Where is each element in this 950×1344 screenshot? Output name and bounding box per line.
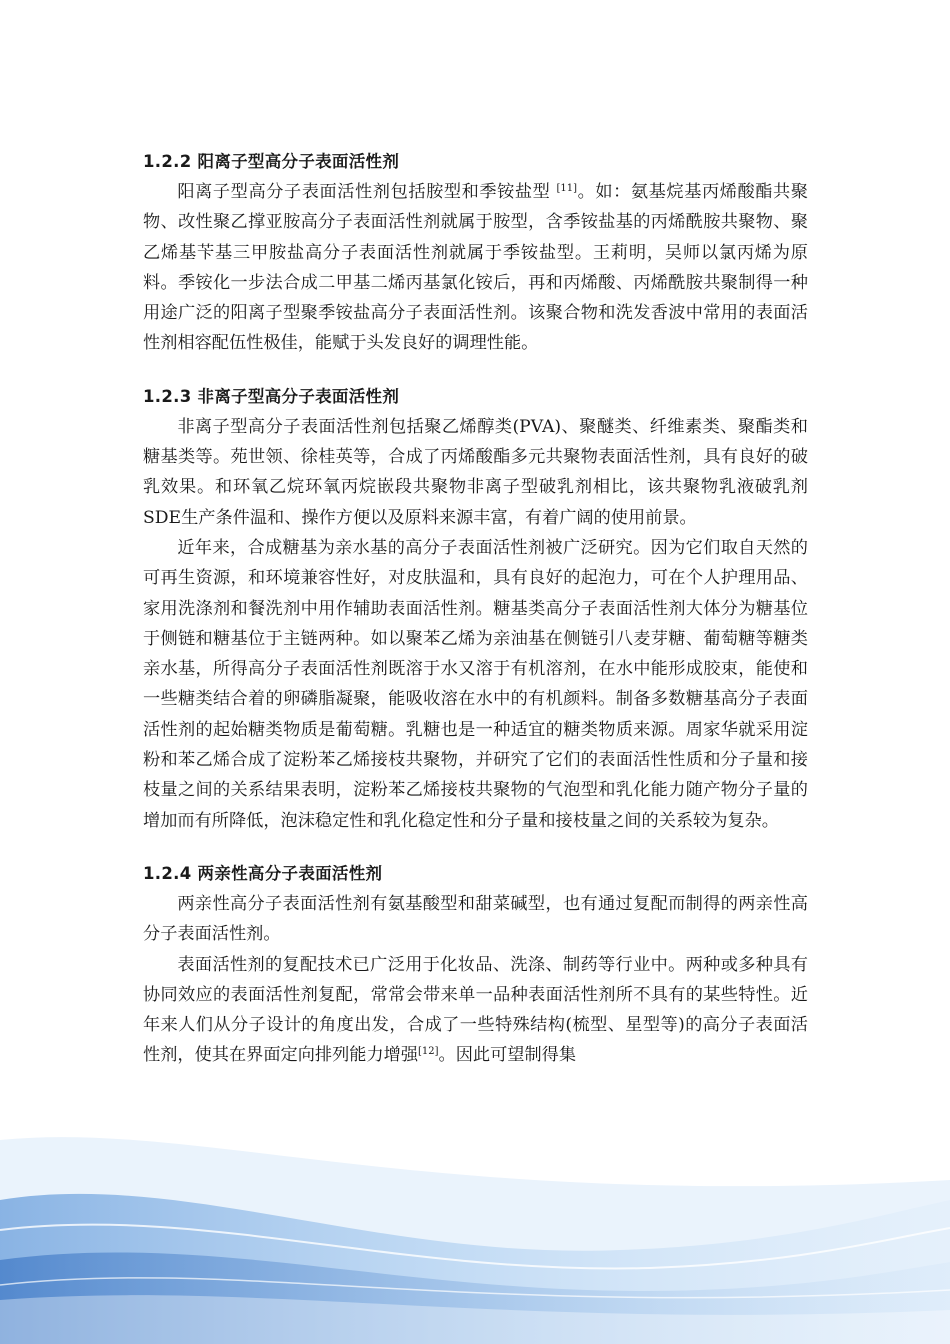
paragraph [143, 950, 808, 1071]
citation-ref: [12] [418, 1046, 439, 1058]
paragraph [143, 533, 808, 836]
paragraph [143, 889, 808, 950]
section-heading: 1.2.2 阳离子型高分子表面活性剂 [143, 152, 400, 171]
section-1-2-4 [143, 862, 808, 1071]
paragraph-text: 表面活性剂的复配技术已广泛用于化妆品、洗涤、制药等行业中。两种或多种具有协同效应的表面活性剂复配，常常会带来单一品种表面活性剂所不具有的某些特性。近年来人们从分子设计的角度出发，合成了一些特殊结构(梳型、星型等)的高分子表面活性剂，使其在界面定向排列能力增强 [143, 954, 808, 1066]
section-1-2-3 [143, 385, 808, 836]
paragraph-text: 非离子型高分子表面活性剂包括聚乙烯醇类(PVA)、聚醚类、纤维素类、聚酯类和糖基类等。苑世领、徐桂英等，合成了丙烯酸酯多元共聚物表面活性剂，具有良好的破乳效果。和环氧乙烷环氧丙烷嵌段共聚物非离子型破乳剂相比，该共聚物乳液破乳剂SDE生产条件温和、操作方便以及原料来源丰富，有着广阔的使用前景。 [143, 416, 808, 528]
paragraph [143, 177, 808, 359]
paragraph-text: 两亲性高分子表面活性剂有氨基酸型和甜菜碱型，也有通过复配而制得的两亲性高分子表面活性剂。 [143, 893, 808, 945]
section-1-2-2 [143, 150, 808, 359]
document-body [143, 150, 808, 1071]
paragraph-text-cont: 。如：氨基烷基丙烯酸酯共聚物、改性聚乙撑亚胺高分子表面活性剂就属于胺型，含季铵盐基的丙烯酰胺共聚物、聚乙烯基苄基三甲胺盐高分子表面活性剂就属于季铵盐型。王莉明，吴师以氯丙烯为原料。季铵化一步法合成二甲基二烯丙基氯化铵后，再和丙烯酸、丙烯酰胺共聚制得一种用途广泛的阳离子型聚季铵盐高分子表面活性剂。该聚合物和洗发香波中常用的表面活性剂相容配伍性极佳，能赋于头发良好的调理性能。 [143, 182, 808, 354]
citation-ref: [11] [556, 183, 578, 194]
paragraph-text: 近年来，合成糖基为亲水基的高分子表面活性剂被广泛研究。因为它们取自天然的可再生资源，和环境兼容性好，对皮肤温和，具有良好的起泡力，可在个人护理用品、家用洗涤剂和餐洗剂中用作辅助表面活性剂。糖基类高分子表面活性剂大体分为糖基位于侧链和糖基位于主链两种。如以聚苯乙烯为亲油基在侧链引八麦芽糖、葡萄糖等糖类亲水基，所得高分子表面活性剂既溶于水又溶于有机溶剂，在水中能形成胶束，能使和一些糖类结合着的卵磷脂凝聚，能吸收溶在水中的有机颜料。制备多数糖基高分子表面活性剂的起始糖类物质是葡萄糖。乳糖也是一种适宜的糖类物质来源。周家华就采用淀粉和苯乙烯合成了淀粉苯乙烯接枝共聚物，并研究了它们的表面活性性质和分子量和接枝量之间的关系结果表明，淀粉苯乙烯接枝共聚物的气泡型和乳化能力随产物分子量的增加而有所降低，泡沫稳定性和乳化稳定性和分子量和接枝量之间的关系较为复杂。 [143, 537, 808, 831]
paragraph [143, 412, 808, 533]
section-heading: 1.2.4 两亲性高分子表面活性剂 [143, 863, 383, 883]
paragraph-text: 阳离子型高分子表面活性剂包括胺型和季铵盐型 [177, 182, 551, 202]
paragraph-text-cont: 。因此可望制得集 [438, 1045, 577, 1066]
section-heading: 1.2.3 非离子型高分子表面活性剂 [143, 386, 400, 406]
